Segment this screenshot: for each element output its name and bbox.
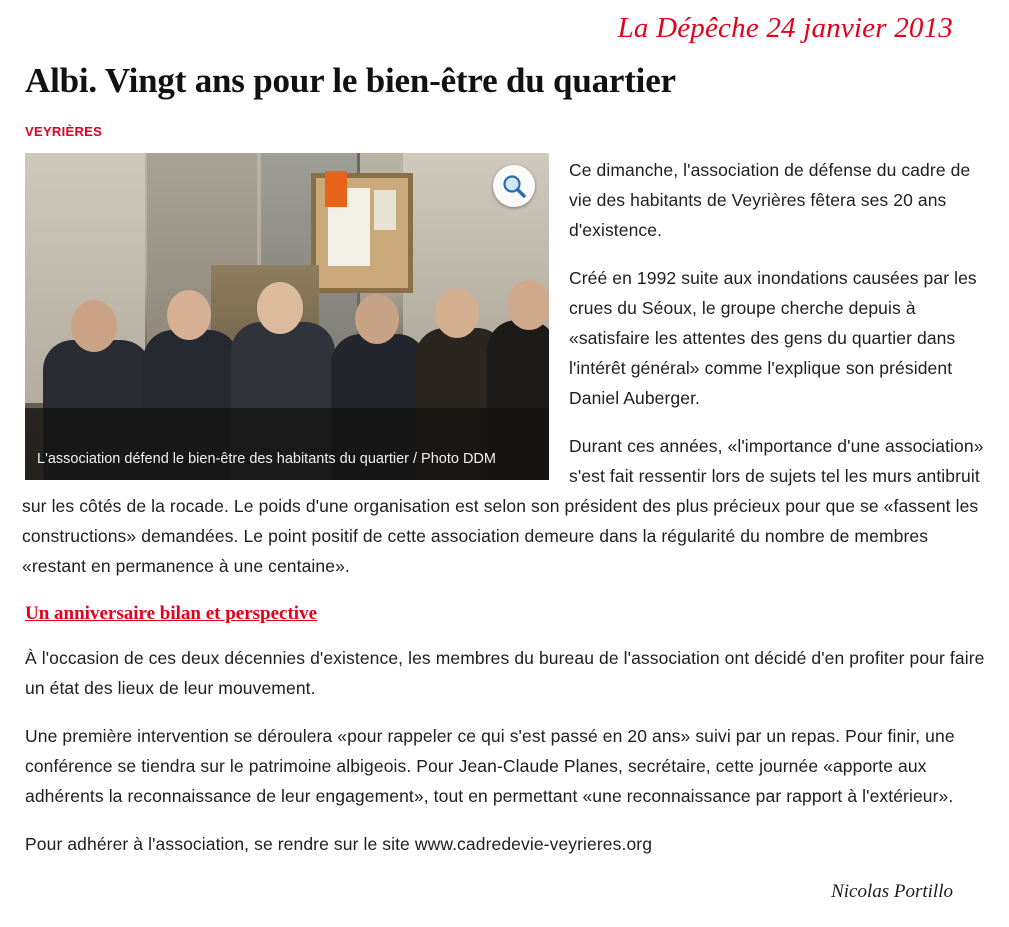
page-title: Albi. Vingt ans pour le bien-être du quartier: [25, 61, 676, 100]
photo-scene: [25, 153, 549, 480]
article-body: [22, 153, 987, 599]
photo-poster: [325, 171, 347, 207]
paragraph-6: Pour adhérer à l'association, se rendre sur le site www.cadredevie-veyrieres.org: [25, 834, 653, 855]
photo-caption: L'association défend le bien-être des habitants du quartier / Photo DDM: [37, 451, 496, 468]
paragraph-3: Durant ces années, «l'importance d'une association» s'est fait ressentir lors de sujets tel les murs antibruit sur les côtés de la rocade. Le poids d'une organisation est selon son président des plus précieux pour que se «fassent les constructions» demandées. Le point positif de cette association demeure dans la régularité du nombre de membres «restant en permanence à une centaine».: [22, 436, 984, 577]
article-byline: Nicolas Portillo: [831, 881, 953, 903]
source-publication: La Dépêche 24 janvier 2013: [617, 12, 953, 44]
photo-board-paper-2: [374, 190, 396, 230]
paragraph-2: Créé en 1992 suite aux inondations causées par les crues du Séoux, le groupe cherche depuis à «satisfaire les attentes des gens du quartier dans l'intérêt général» comme l'explique son président Daniel Auberger.: [569, 268, 977, 409]
paragraph-1: Ce dimanche, l'association de défense du cadre de vie des habitants de Veyrières fêtera ses 20 ans d'existence.: [569, 160, 971, 241]
article-photo: [25, 153, 549, 480]
photo-person-6-head: [507, 280, 549, 330]
article-subheading: Un anniversaire bilan et perspective: [25, 603, 318, 625]
paragraph-4: À l'occasion de ces deux décennies d'existence, les membres du bureau de l'association ont décidé d'en profiter pour faire un état des lieux de leur mouvement.: [25, 648, 985, 699]
section-kicker: VEYRIÈRES: [25, 124, 103, 140]
paragraph-5: Une première intervention se déroulera «pour rappeler ce qui s'est passé en 20 ans» suivi par un repas. Pour finir, une conférence se tiendra sur le patrimoine albigeois. Pour Jean-Claude Planes, secrétaire, cette journée «apporte aux adhérents la reconnaissance de leur engagement», tout en permettant «une reconnaissance par rapport à l'extérieur».: [25, 726, 955, 807]
article-continued: [25, 641, 987, 859]
